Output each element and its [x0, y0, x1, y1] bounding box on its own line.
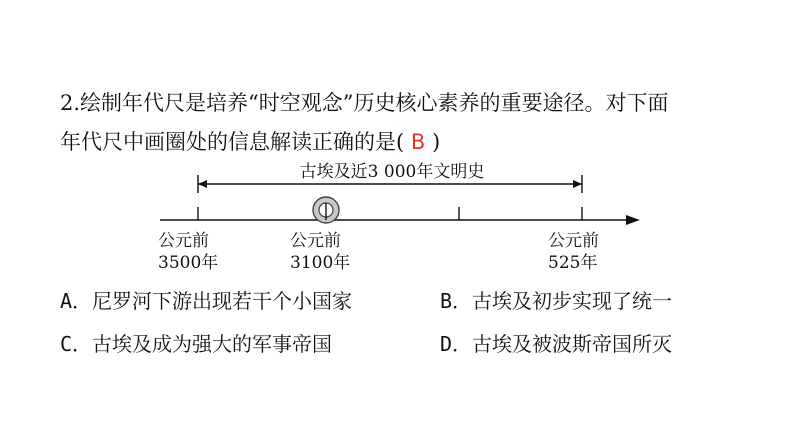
option-b-text: 古埃及初步实现了统一: [472, 289, 673, 313]
mark-3-line1: 公元前: [548, 231, 599, 251]
mark-3-line2: 525年: [548, 253, 598, 273]
option-d-letter: D．: [440, 332, 473, 356]
option-d-text: 古埃及被波斯帝国所灭: [472, 332, 673, 356]
mark-1-line2: 3500年: [158, 253, 219, 273]
span-arrow-right-head: [573, 180, 582, 188]
option-c[interactable]: [60, 331, 332, 357]
answer-letter: B: [404, 130, 432, 154]
question-close-paren: ): [431, 130, 441, 154]
mark-1-line1: 公元前: [158, 231, 209, 251]
span-label: 古埃及近3 000年文明史: [299, 162, 485, 182]
option-b[interactable]: [440, 288, 672, 314]
question-line-1: 2.绘制年代尺是培养“时空观念”历史核心素养的重要途径。对下面: [60, 91, 669, 115]
question-line-2-text: 年代尺中画圈处的信息解读正确的是(: [60, 130, 405, 154]
option-a[interactable]: [60, 288, 352, 314]
option-b-letter: B．: [440, 289, 473, 313]
timeline-arrowhead: [626, 215, 640, 225]
option-a-letter: A．: [60, 289, 93, 313]
option-a-text: 尼罗河下游出现若干个小国家: [92, 289, 353, 313]
option-c-letter: C．: [60, 332, 93, 356]
option-c-text: 古埃及成为强大的军事帝国: [92, 332, 333, 356]
option-d[interactable]: [440, 331, 672, 357]
span-arrow-left-head: [198, 180, 207, 188]
mark-2-line2: 3100年: [290, 253, 351, 273]
mark-2-line1: 公元前: [290, 231, 341, 251]
